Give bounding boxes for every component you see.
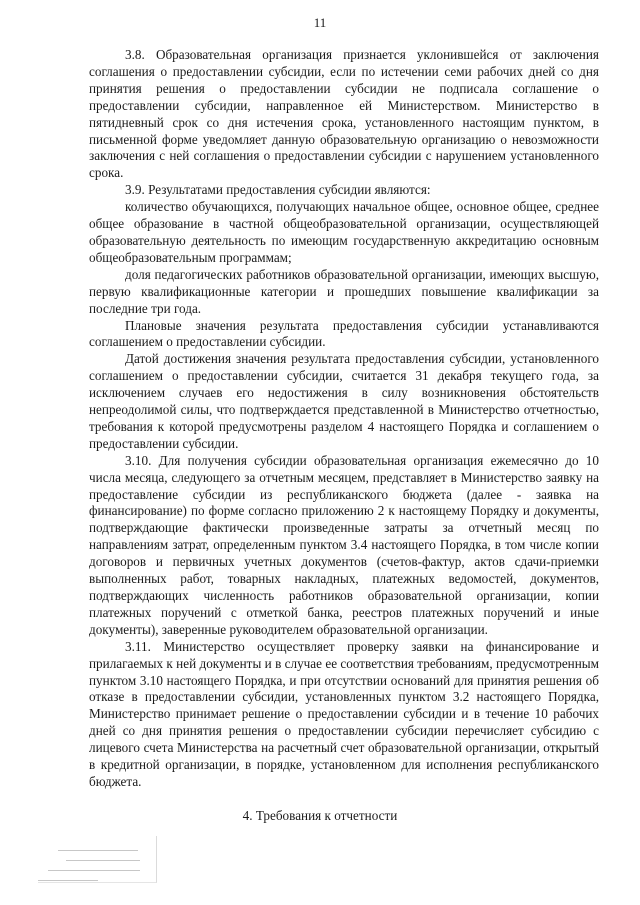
paragraph-3-9-intro: 3.9. Результатами предоставления субсидии являются: xyxy=(125,182,431,198)
paragraph-3-10: 3.10. Для получения субсидии образовательная организация ежемесячно до 10 числа месяца, следующего за отчетным месяцем, представляет в Министерство заявку на предоставление субсидии из республиканского бюджета (далее - заявка на финансирование) по форме согласно приложению 2 к настоящему Порядку и документы, подтверждающие фактически произведенные затраты за отчетный месяц по направлениям затрат, определенным пунктом 3.4 настоящего Порядка, в том числе копии договоров и первичных учетных документов (счетов-фактур, актов сдачи-приемки выполненных работ, товарных накладных, платежных ведомостей, документов, подтверждающих численность работников образовательной организации, копии платежных поручений с отметкой банка, реестров платежных поручений и иные документы), заверенные руководителем образовательной организации. xyxy=(89,452,599,637)
paragraph-3-11: 3.11. Министерство осуществляет проверку заявки на финансирование и прилагаемых к ней документы и в случае ее соответствия требованиям, предусмотренным пунктом 3.10 настоящего Порядка, и при отсутствии оснований для принятия решения об отказе в предоставлении субсидии, установленных пунктом 3.2 настоящего Порядка, Министерство принимает решение о предоставлении субсидии и в течение 10 рабочих дней со дня принятия решения о предоставлении субсидии перечисляет субсидию с лицевого счета Министерства на расчетный счет образовательной организации, открытый в кредитной организации, в порядке, установленном для исполнения республиканского бюджета. xyxy=(89,638,599,789)
section-heading: 4. Требования к отчетности xyxy=(242,808,398,823)
paragraph-3-8: 3.8. Образовательная организация признается уклонившейся от заключения соглашения о предоставлении субсидии, если по истечении семи рабочих дней со дня принятия решения о предоставлении субсидии не подписала соглашение о предоставлении субсидии, направленное ей Министерством. Министерство в пятидневный срок со дня истечения срока, установленного настоящим пунктом, в письменной форме уведомляет данную образовательную организацию о невозможности заключения с ней соглашения о предоставлении субсидии с нарушением установленного срока. xyxy=(89,47,599,181)
paragraph-achievement-date: Датой достижения значения результата предоставления субсидии, установленного соглашением о предоставлении субсидии, считается 31 декабря текущего года, за исключением случаев его недостижения в силу возникновения обстоятельств непреодолимой силы, что подтверждается представленной в Министерство отчетностью, требования к которой предусмотрены разделом 4 настоящего Порядка и соглашением о предоставлении субсидии. xyxy=(89,351,599,451)
faded-stamp xyxy=(38,836,157,883)
document-body xyxy=(89,47,599,791)
paragraph-planned-values: Плановые значения результата предоставления субсидии устанавливаются соглашением о предоставлении субсидии. xyxy=(89,317,599,350)
page-number: 11 xyxy=(313,15,327,30)
paragraph-result-teachers: доля педагогических работников образовательной организации, имеющих высшую, первую квалификационные категории и прошедших повышение квалификации за последние три года. xyxy=(89,266,599,316)
paragraph-result-students: количество обучающихся, получающих начальное общее, основное общее, среднее общее образование в частной общеобразовательной организации, осуществляющей образовательную деятельность по имеющим государственную аккредитацию основным общеобразовательным программам; xyxy=(89,199,599,265)
